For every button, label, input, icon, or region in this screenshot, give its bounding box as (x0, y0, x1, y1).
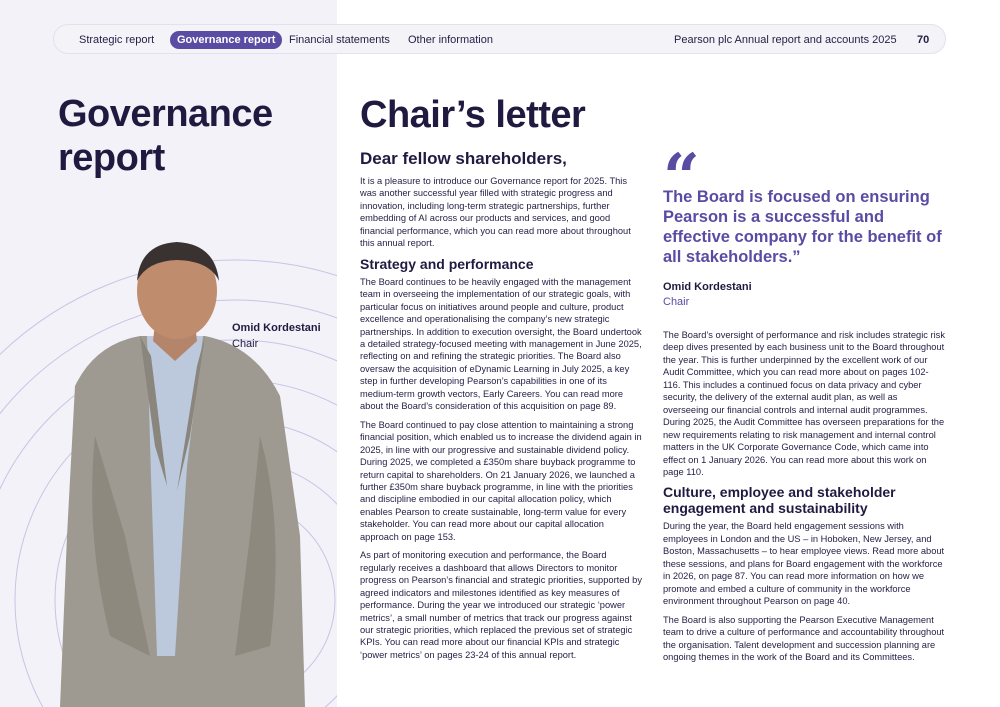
letter-column-1 (360, 149, 642, 667)
strategy-heading: Strategy and performance (360, 255, 534, 272)
portrait-name: Omid Kordestani (232, 322, 321, 334)
section-title: Governance report (58, 93, 273, 179)
letter-column-2 (663, 329, 945, 669)
nav-strategic-report[interactable]: Strategic report (79, 34, 155, 46)
portrait-role: Chair (232, 338, 259, 350)
report-title: Pearson plc Annual report and accounts 2025 (674, 34, 897, 46)
culture-heading: Culture, employee and stakeholder engagement and sustainability (663, 484, 896, 517)
intro-paragraph: It is a pleasure to introduce our Governance report for 2025. This was another successful year filled with strategic progress and innovation, including long-term strategic partnerships, further embedding of AI across our products and services, and good financial performance, which you can read more about throughout this annual report. (360, 176, 631, 249)
nav-financial-statements[interactable]: Financial statements (289, 34, 390, 46)
page-title: Chair’s letter (360, 94, 586, 136)
strategy-paragraph-1: The Board continues to be heavily engaged with the management team in overseeing the implementation of our strategic goals, with particular focus on initiatives around people and culture, product excellence and operationalising the company’s new strategic partnerships. In addition to execution oversight, the Board undertook a detailed strategy-focused meeting with management in June 2025, reflecting on and refining the strategic priorities. The Board also oversaw the acquisition of eDynamic Learning in July 2025, a key step in further developing Pearson’s capabilities in one of its medium-term growth vectors, Early Careers. You can read more about the Board’s consideration of this acquisition on page 89. (360, 276, 642, 412)
page-number: 70 (917, 34, 930, 46)
quote-attribution-name: Omid Kordestani (663, 281, 752, 293)
greeting-heading: Dear fellow shareholders, (360, 149, 567, 168)
culture-paragraph-2: The Board is also supporting the Pearson Executive Management team to drive a culture of performance and accountability throughout the organisation. Talent development and succession planning are ongoing themes in the work of the Board and its Committees. (663, 614, 945, 662)
nav-other-information[interactable]: Other information (408, 34, 493, 46)
strategy-paragraph-2: The Board continued to pay close attention to maintaining a strong financial position, which enabled us to increase the dividend again in 2025, in line with our progressive and sustainable dividend policy. During 2025, we completed a £350m share buyback programme to return capital to shareholders. On 21 January 2026, we launched a further £350m share buyback programme, in line with the priorities and discipline embodied in our capital allocation policy, which enables Pearson to create sustainable, long-term value for every stakeholder. You can read more about our capital allocation approach on page 153. (360, 419, 642, 542)
section-nav (53, 24, 946, 54)
pull-quote: The Board is focused on ensuring Pearson is a successful and effective company for the benefit of all stakeholders.” (663, 188, 942, 266)
nav-governance-report[interactable]: Governance report (170, 31, 282, 49)
strategy-paragraph-3: As part of monitoring execution and performance, the Board regularly receives a dashboard that allows Directors to monitor progress on Pearson’s financial and strategic priorities, supported by agreed indicators and milestones identified as key measures of performance. During the year we introduced our strategic ‘power metrics’, a small number of metrics that track our progress against our strategic priorities, which replaced the previous set of strategic KPIs. You can read more about our financial KPIs and strategic ‘power metrics’ on pages 23-24 of this annual report. (360, 550, 642, 660)
quote-mark-icon: “ (663, 140, 700, 215)
culture-paragraph-1: During the year, the Board held engagement sessions with employees in London and the US – in Hoboken, New Jersey, and Boston, Massachusetts – to hear employee views. Read more about these sessions, and plans for Board engagement with the workforce in 2026, on page 87. You can read more information on how we promote and embed a culture of community in the workforce environment throughout Pearson on page 40. (663, 521, 945, 607)
quote-attribution-role: Chair (663, 296, 690, 308)
chair-portrait (55, 236, 315, 707)
risk-paragraph: The Board’s oversight of performance and risk includes strategic risk deep dives presented by each business unit to the Board throughout the year. This is further underpinned by the excellent work of our Audit Committee, which you can read more about on pages 102-116. This includes a continued focus on data privacy and cyber security, the delivery of the external audit plan, as well as overseeing our financial controls and internal audit programmes. During 2025, the Audit Committee has overseen preparations for the new requirements relating to risk management and internal control matters in the UK Corporate Governance Code, which came into effect on 1 January 2026. You can read more about this work on page 110. (663, 330, 945, 477)
